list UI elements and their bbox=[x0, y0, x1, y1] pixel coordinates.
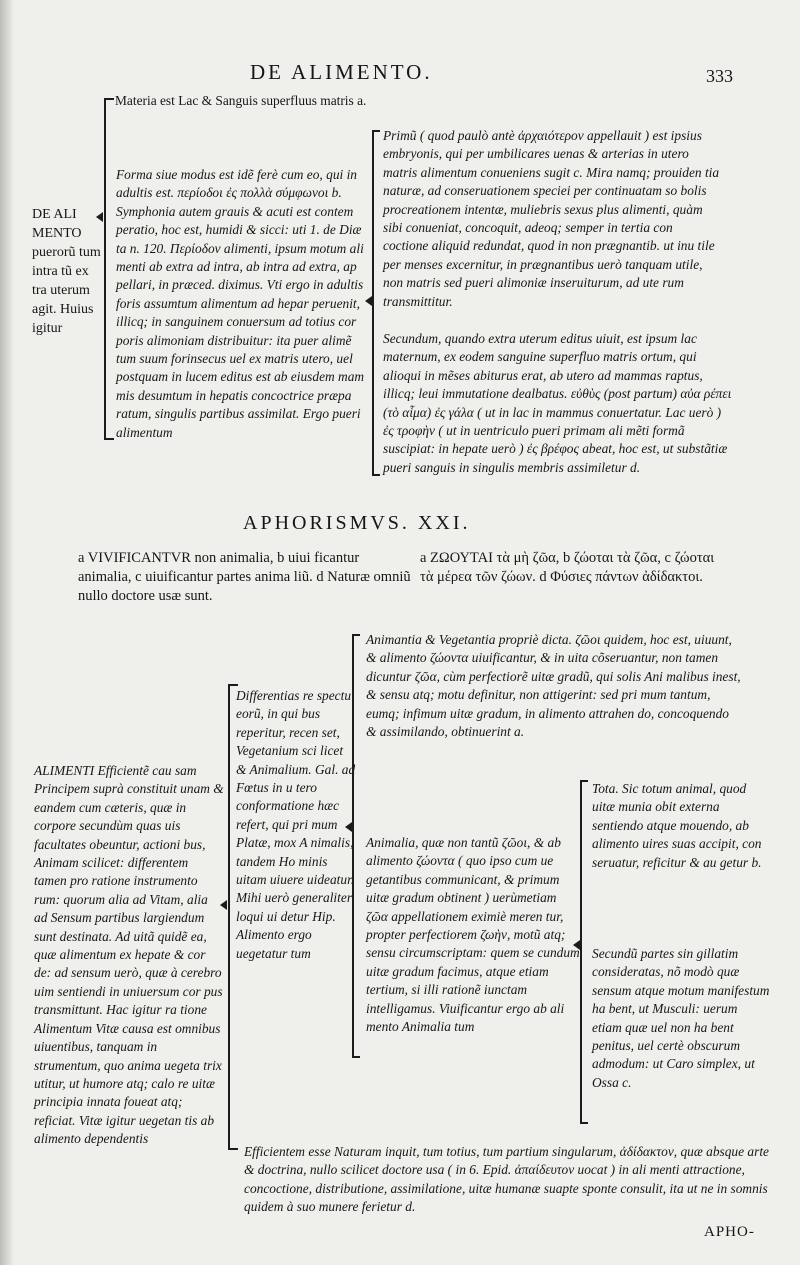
bracket-animantia-point bbox=[345, 822, 352, 832]
bracket-animantia bbox=[352, 634, 360, 1058]
alimenti-text: ALIMENTI Efficientẽ cau sam Principem suprà constituit unam & eandem cum cæteris, quæ in corpore secundùm quas uis facultates obeuntur, actioni bus, Animam scilicet: differentem tamen pro ratione instrumento rum: quorum alia ad Vitam, alia ad Sensum partibus largiendum sunt destinata. Ad uitã quidẽ ea, quæ alimentum ex hepate & cor de: ad sensum uerò, quæ à cerebro uim sentiendi in uniuersum cor pus transmittunt. Hac igitur ra tione Alimentum Vitæ causa est omnibus uiuentibus, tanquam in strumentum, quo anima uegeta trix utitur, ut humore atq; calo re uitæ principia innata foueat atq; reficiat. Vitæ igitur uegetan tis ab alimento dependentis bbox=[34, 763, 224, 1147]
outer-bracket-point bbox=[96, 212, 103, 222]
materia-text: Materia est Lac & Sanguis superfluus matris a. bbox=[115, 93, 367, 108]
side-label-de-alimento: DE ALI MENTO puerorũ tum intra tũ ex tra uterum agit. Huius igitur bbox=[32, 207, 101, 336]
secundum-text: Secundum, quando extra uterum editus uiuit, est ipsum lac maternum, ex eodem sanguine superfluo matris ortum, qui alioqui in mẽses abiturus erat, ab utero ad mammas raptus, illicq; leui immutatione dealbatus. εὐθὺς (post partum) αὐα ρέπει (τὸ αἷμα) ἐς γάλα ( ut in lac in mammus conuertatur. Lac uerò ) ἐς τροφὴν ( ut in uentriculo pueri primam ali mẽti formã suscipiat: in hepate uerò ) ἐς βρέφος abeat, hoc est, ut substãtiæ pueri sanguis in singulis membris assimiletur d. bbox=[383, 331, 732, 475]
efficientem-text: Efficientem esse Naturam inquit, tum totius, tum partium singularum, ἀδίδακτον, quæ absque arte & doctrina, nullo scilicet doctore usa ( in 6. Epid. ἀπαίδευτον uocat ) in ali menti attractione, concoctione, distributione, assimilatione, uitæ humanæ suapte sponte consulit, ita ut ne in somnis quidem à suo munere ferietur d. bbox=[244, 1144, 769, 1215]
forma-text: Forma siue modus est idẽ ferè cum eo, qui in adultis est. περίοδοι ἐς πολλὰ σύμφωνοι b. Symphonia autem grauis & acuti est contem peratio, hoc est, humidi & sicci: uti 1. de Diæ ta n. 120. Περίοδον alimenti, ipsum motum ali menti ab extra ad intra, ab intra ad extra, ap pellari, in præced. diximus. Vti ergo in adultis foris assumtum alimentum ad hepar peruenit, illicq; in sanguinem conuersum ad totius cor poris alimoniam distribuitur: ita puer alimẽ tum suum forinsecus uel ex matris utero, uel postquam in lucem editus est ab eiusdem mam mis desumtum in hepatis concoctrice præpa ratum, singulis partibus assimilat. Ergo pueri alimentum bbox=[116, 167, 365, 440]
aphorism-greek: a ΖΩΟΥΤΑΙ τὰ μὴ ζῶα, b ζώοται τὰ ζῶα, c ζώοται τὰ μέρεα τῶν ζώων. d Φύσιες πάντων ἀδίδακτοι. bbox=[420, 550, 715, 585]
aphorism-latin: a VIVIFICANTVR non animalia, b uiui ficantur animalia, c uiuificantur partes anima liũ. d Naturæ omniũ nullo doctore usæ sunt. bbox=[78, 550, 411, 604]
inner-bracket-point bbox=[365, 296, 372, 306]
running-title: DE ALIMENTO. bbox=[250, 60, 433, 84]
aphorism-heading: APHORISMVS. XXI. bbox=[243, 512, 471, 534]
bracket-tota-point bbox=[573, 940, 580, 950]
differentias-text: Differentias re spectu eorũ, in qui bus reperitur, recen set, Vegetanium sci licet & Animalium. Gal. ad Fœtus in u tero conformatione hæc refert, qui pri mum Platæ, mox A nimalis, tandem Ho minis uitam uiuere uideatur. Mihi uerò generaliter loqui ui detur Hip. Alimento ergo uegetatur tum bbox=[236, 688, 356, 961]
bracket-tota bbox=[580, 780, 588, 1124]
catchword: APHO- bbox=[704, 1224, 755, 1240]
page-number: 333 bbox=[706, 66, 733, 86]
inner-bracket bbox=[372, 130, 380, 476]
outer-bracket bbox=[104, 98, 114, 440]
binding-shadow bbox=[0, 0, 14, 1265]
animantia-text: Animantia & Vegetantia propriè dicta. ζῶοι quidem, hoc est, uiuunt, & alimento ζώοντα uiuificantur, & in uita cõseruantur, non tamen dicuntur ζῶα, cùm perfectiorẽ uitæ gradũ, qui solis Ani malibus inest, & sensu atq; motu definitur, non attigerint: sed pri mum tantum, eumq; infimum uitæ gradum, in alimento attrahen do, concoquendo & assimilando, obtinuerint a. bbox=[366, 632, 741, 740]
primum-text: Primũ ( quod paulò antè ἀρχαιότερον appellauit ) est ipsius embryonis, qui per umbilicares uenas & arterias in utero matris alimentum conueniens sugit c. Mira namq; prouiden tia naturæ, ad conseruationem speciei per continuatam so bolis procreationem intentæ, muliebris sexus plus alimenti, quàm sibi conueniat, concoquit, adeoq; semper in tertia con coctione aliquid redundat, quod in non prægnantib. ut inu tile per menses excernitur, in prægnantibus uerò tanquam utile, non matris sed pueri alimoniæ inseruiturum, ad ute rum transmittitur. bbox=[383, 128, 720, 309]
animalia-text: Animalia, quæ non tantũ ζῶοι, & ab alimento ζώοντα ( quo ipso cum ue getantibus communicant, & primum uitæ gradum obtinent ) uerùmetiam ζῶα appellationem eximiè meren tur, propter perfectiorem ζωὴν, motũ atq; sensu circumscriptam: quem se cundum uitæ gradum facimus, atque etiam tertium, si illi rationẽ iunctam intelligamus. Viuificantur ergo ab ali mento Animalia tum bbox=[366, 835, 580, 1035]
secundum-partes-text: Secundũ partes sin gillatim consideratas, nõ modò quæ sensum atque motum manifestum ha bent, ut Musculi: uerum etiam quæ uel non ha bent penitus, uel certè obscurum admodum: ut Caro simplex, ut Ossa c. bbox=[592, 946, 770, 1090]
bracket-differentias-point bbox=[220, 900, 227, 910]
tota-text: Tota. Sic totum animal, quod uitæ munia obit externa sentiendo atque mouendo, ab alimento uires suas accipit, con seruatur, reficitur & au getur b. bbox=[592, 781, 762, 870]
